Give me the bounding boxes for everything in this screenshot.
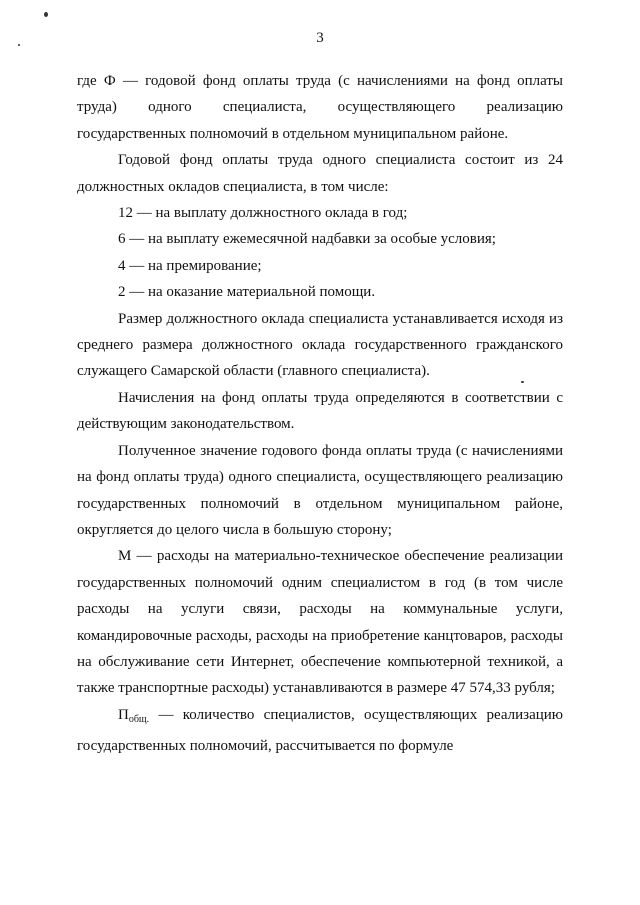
paragraph-accruals: Начисления на фонд оплаты труда определяются в соответствии с действующим законодательством. [77, 389, 563, 433]
variable-p: П [118, 706, 129, 723]
paragraph-p-total-definition [77, 702, 563, 760]
list-item: 6 — на выплату ежемесячной надбавки за особые условия; [118, 231, 496, 248]
list-item: 2 — на оказание материальной помощи. [118, 284, 376, 301]
p-total-definition-text: — количество специалистов, осуществляющих реализацию государственных полномочий, рассчитывается по формуле [77, 706, 563, 755]
paragraph-annual-fund: Годовой фонд оплаты труда одного специалиста состоит из 24 должностных окладов специалиста, в том числе: [77, 152, 563, 195]
paragraph-m-definition: М — расходы на материально-техническое обеспечение реализации государственных полномочий одним специалистом в год (в том числе расходы на услуги связи, расходы на коммунальные услуги, командировочные расходы, расходы на приобретение канцтоваров, расходы на обслуживание сети Интернет, обеспечение компьютерной техникой, а также транспортные расходы) устанавливаются в размере 47 574,33 рубля; [77, 548, 563, 697]
paragraph-rounding: Полученное значение годового фонда оплаты труда (с начислениями на фонд оплаты труда) одного специалиста, осуществляющего реализацию государственных полномочий в отдельном муниципальном районе, округляется до целого числа в большую сторону; [77, 442, 563, 538]
list-item: 4 — на премирование; [118, 257, 262, 274]
document-body [77, 68, 563, 760]
paragraph-phi-definition: где Ф — годовой фонд оплаты труда (с начислениями на фонд оплаты труда) одного специалиста, осуществляющего реализацию государственных полномочий в отдельном муниципальном районе. [77, 73, 563, 142]
scan-dot-top [44, 12, 48, 17]
variable-p-subscript: общ. [128, 713, 150, 725]
paragraph-salary-size: Размер должностного оклада специалиста устанавливается исходя из среднего размера должностного оклада государственного гражданского служащего Самарской области (главного специалиста). [77, 310, 563, 380]
page-number: 3 [316, 30, 324, 46]
list-item: 12 — на выплату должностного оклада в год; [118, 205, 408, 222]
